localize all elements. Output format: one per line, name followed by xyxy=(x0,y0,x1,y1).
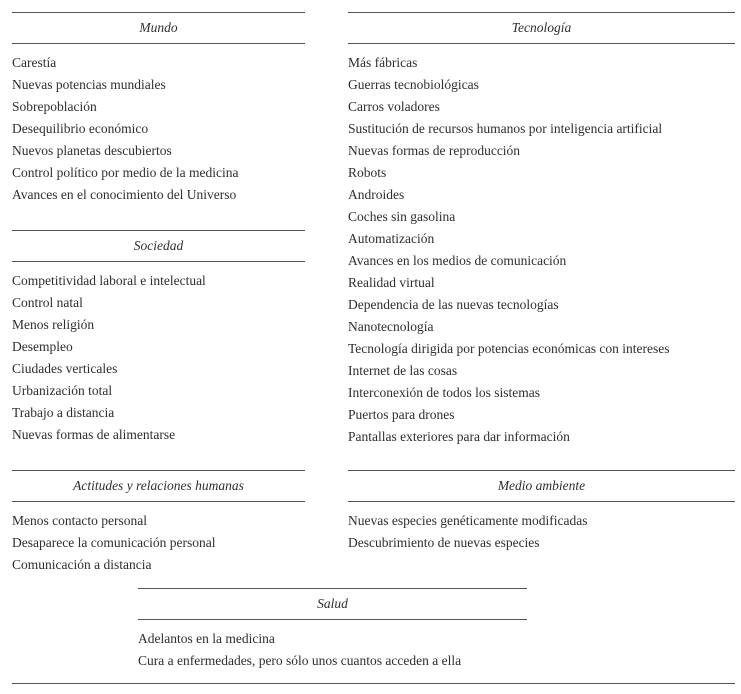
section-mundo xyxy=(12,12,305,206)
section-salud xyxy=(138,588,527,672)
list-item: Sobrepoblación xyxy=(12,99,97,114)
list-item: Cura a enfermedades, pero sólo unos cuantos acceden a ella xyxy=(138,653,462,668)
list-item: Menos religión xyxy=(12,317,95,332)
list-item: Androides xyxy=(348,187,405,202)
list-item: Sustitución de recursos humanos por inteligencia artificial xyxy=(348,121,663,136)
list-item: Nuevas potencias mundiales xyxy=(12,77,166,92)
item-list xyxy=(138,628,527,672)
list-item: Control político por medio de la medicina xyxy=(12,165,239,180)
list-item: Control natal xyxy=(12,295,83,310)
section-title: Actitudes y relaciones humanas xyxy=(73,478,244,493)
list-item: Nuevas especies genéticamente modificadas xyxy=(348,513,588,528)
list-item: Urbanización total xyxy=(12,383,113,398)
list-item: Realidad virtual xyxy=(348,275,435,290)
list-item: Guerras tecnobiológicas xyxy=(348,77,479,92)
title-rule xyxy=(12,43,305,44)
title-rule xyxy=(12,261,305,262)
list-item: Comunicación a distancia xyxy=(12,557,152,572)
list-item: Dependencia de las nuevas tecnologías xyxy=(348,297,559,312)
item-list xyxy=(348,510,735,554)
item-list xyxy=(12,510,305,576)
list-item: Descubrimiento de nuevas especies xyxy=(348,535,540,550)
section-actitudes xyxy=(12,470,305,576)
section-title: Medio ambiente xyxy=(497,478,586,493)
title-rule xyxy=(348,501,735,502)
section-tecnologia xyxy=(348,12,735,448)
list-item: Internet de las cosas xyxy=(348,363,458,378)
list-item: Carestía xyxy=(12,55,57,70)
section-title: Sociedad xyxy=(133,238,184,253)
list-item: Robots xyxy=(348,165,387,180)
list-item: Ciudades verticales xyxy=(12,361,118,376)
list-item: Pantallas exteriores para dar información xyxy=(348,429,570,444)
list-item: Desequilibrio económico xyxy=(12,121,149,136)
section-sociedad xyxy=(12,230,305,446)
list-item: Menos contacto personal xyxy=(12,513,147,528)
title-rule xyxy=(12,501,305,502)
list-item: Trabajo a distancia xyxy=(12,405,115,420)
title-rule xyxy=(138,619,527,620)
list-item: Nuevas formas de alimentarse xyxy=(12,427,176,442)
list-item: Nuevos planetas descubiertos xyxy=(12,143,172,158)
list-item: Nanotecnología xyxy=(348,319,434,334)
section-title: Tecnología xyxy=(511,20,572,35)
section-title: Salud xyxy=(317,596,348,611)
item-list xyxy=(348,52,735,448)
list-item: Automatización xyxy=(348,231,435,246)
item-list xyxy=(12,270,305,446)
list-item: Interconexión de todos los sistemas xyxy=(348,385,540,400)
section-medio-ambiente xyxy=(348,470,735,554)
bottom-rule xyxy=(12,683,735,684)
list-item: Coches sin gasolina xyxy=(348,209,456,224)
list-item: Nuevas formas de reproducción xyxy=(348,143,521,158)
section-title: Mundo xyxy=(139,20,178,35)
title-rule xyxy=(348,43,735,44)
list-item: Desempleo xyxy=(12,339,73,354)
item-list xyxy=(12,52,305,206)
list-item: Tecnología dirigida por potencias económicas con intereses xyxy=(348,341,670,356)
list-item: Avances en el conocimiento del Universo xyxy=(12,187,237,202)
list-item: Competitividad laboral e intelectual xyxy=(12,273,206,288)
list-item: Adelantos en la medicina xyxy=(138,631,275,646)
list-item: Avances en los medios de comunicación xyxy=(348,253,567,268)
list-item: Puertos para drones xyxy=(348,407,455,422)
list-item: Más fábricas xyxy=(348,55,418,70)
list-item: Carros voladores xyxy=(348,99,440,114)
list-item: Desaparece la comunicación personal xyxy=(12,535,216,550)
